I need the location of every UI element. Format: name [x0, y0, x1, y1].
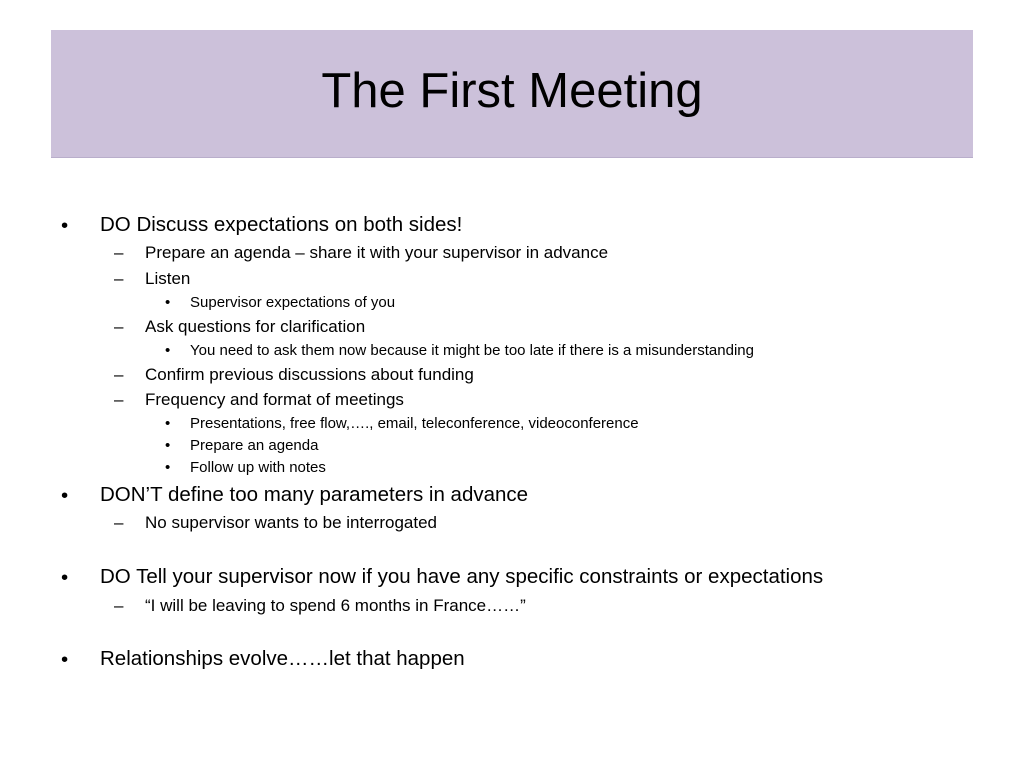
- dash-marker: –: [114, 390, 124, 409]
- bullet-item-level3: Follow up with notes: [190, 459, 326, 476]
- dash-marker: –: [114, 243, 124, 262]
- bullet-item-level1: DON’T define too many parameters in advance: [100, 483, 529, 506]
- bullet-marker: •: [61, 484, 69, 507]
- bullet-marker: •: [61, 648, 69, 671]
- bullet-item-level3: Prepare an agenda: [190, 437, 319, 454]
- bullet-item-level2: Listen: [145, 269, 191, 288]
- bullet-marker: •: [61, 214, 69, 237]
- bullet-item-level1: DO Tell your supervisor now if you have any specific constraints or expectations: [100, 565, 824, 588]
- dash-marker: –: [114, 365, 124, 384]
- bullet-item-level2: Confirm previous discussions about funding: [145, 365, 474, 384]
- bullet-item-level2: “I will be leaving to spend 6 months in France……”: [145, 596, 526, 615]
- bullet-item-level3: You need to ask them now because it might be too late if there is a misunderstanding: [190, 342, 754, 359]
- bullet-marker: •: [165, 342, 171, 359]
- bullet-marker: •: [61, 566, 69, 589]
- bullet-item-level2: Prepare an agenda – share it with your supervisor in advance: [145, 243, 609, 262]
- dash-marker: –: [114, 269, 124, 288]
- dash-marker: –: [114, 596, 124, 615]
- bullet-item-level2: Ask questions for clarification: [145, 317, 366, 336]
- bullet-item-level2: No supervisor wants to be interrogated: [145, 513, 437, 532]
- bullet-item-level3: Supervisor expectations of you: [190, 294, 396, 311]
- bullet-marker: •: [165, 459, 171, 476]
- bullet-item-level3: Presentations, free flow,…., email, teleconference, videoconference: [190, 415, 639, 432]
- bullet-item-level1: DO Discuss expectations on both sides!: [100, 213, 463, 236]
- bullet-item-level2: Frequency and format of meetings: [145, 390, 404, 409]
- bullet-marker: •: [165, 294, 171, 311]
- title-band: [51, 30, 973, 158]
- bullet-item-level1: Relationships evolve……let that happen: [100, 647, 465, 670]
- bullet-marker: •: [165, 437, 171, 454]
- slide-title: The First Meeting: [321, 64, 703, 118]
- dash-marker: –: [114, 513, 124, 532]
- dash-marker: –: [114, 317, 124, 336]
- bullet-marker: •: [165, 415, 171, 432]
